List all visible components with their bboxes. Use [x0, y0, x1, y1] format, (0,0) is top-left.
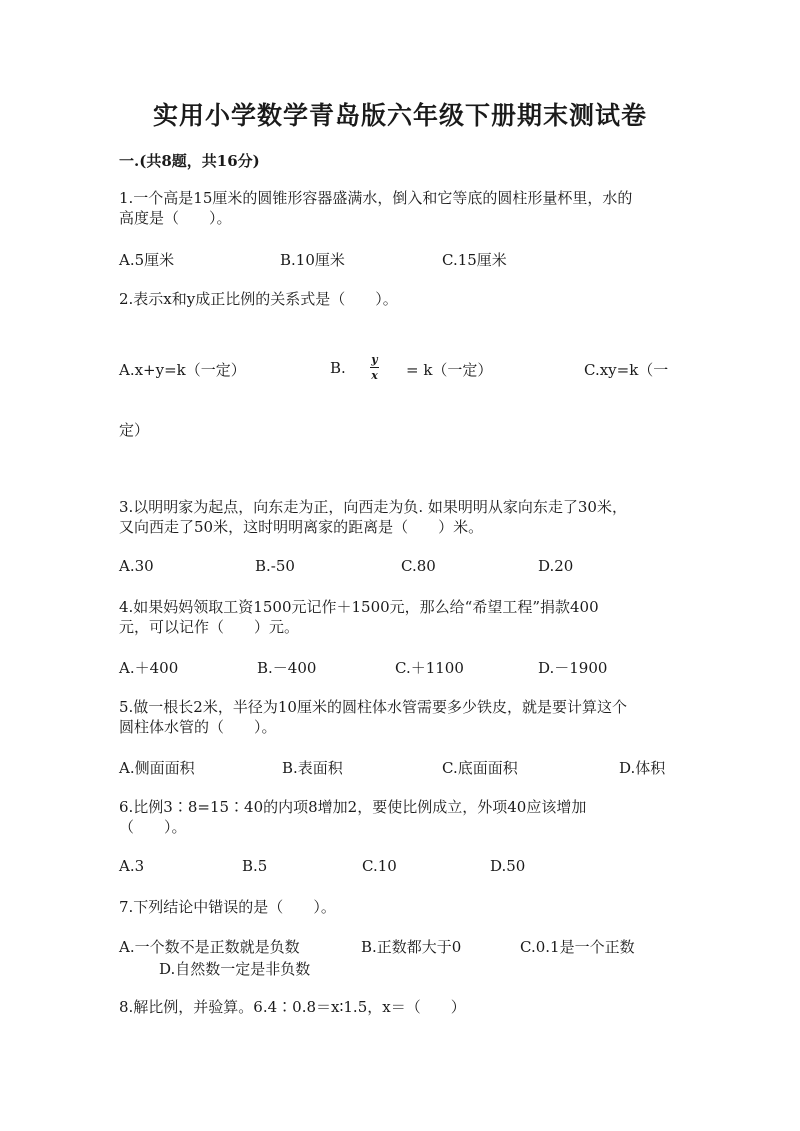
- question-6-option-c[interactable]: C.10: [362, 857, 397, 875]
- question-1-stem-line-2: 高度是（ ）。: [119, 209, 232, 227]
- question-8-stem: 8.解比例，并验算。6.4∶0.8＝x∶1.5，x＝（ ）: [119, 998, 466, 1016]
- question-2-option-c-continued: 定）: [119, 421, 150, 439]
- question-6-option-b[interactable]: B.5: [242, 857, 268, 875]
- fraction-numerator: y: [371, 353, 378, 366]
- question-2-option-c[interactable]: C.xy=k（一: [584, 361, 669, 379]
- question-6-stem-line-2: （ ）。: [119, 818, 187, 836]
- question-4-option-a[interactable]: A.＋400: [119, 659, 179, 677]
- question-7-option-b[interactable]: B.正数都大于0: [361, 938, 462, 956]
- question-4-option-b[interactable]: B.－400: [257, 659, 317, 677]
- question-7-option-a[interactable]: A.一个数不是正数就是负数: [119, 938, 300, 956]
- question-3-stem-line-2: 又向西走了50米，这时明明离家的距离是（ ）米。: [119, 518, 484, 536]
- fraction-denominator: x: [371, 369, 378, 382]
- question-2-fraction: [370, 354, 379, 381]
- question-2-stem: 2.表示x和y成正比例的关系式是（ ）。: [119, 290, 398, 308]
- section-heading: 一.(共8题，共16分): [119, 152, 260, 170]
- question-7-stem: 7.下列结论中错误的是（ ）。: [119, 898, 336, 916]
- question-3-option-b[interactable]: B.-50: [255, 557, 295, 575]
- question-6-stem-line-1: 6.比例3∶8=15∶40的内项8增加2，要使比例成立，外项40应该增加: [119, 798, 587, 816]
- question-5-stem-line-2: 圆柱体水管的（ ）。: [119, 718, 277, 736]
- question-4-stem-line-1: 4.如果妈妈领取工资1500元记作＋1500元，那么给“希望工程”捐款400: [119, 598, 599, 616]
- question-4-stem-line-2: 元，可以记作（ ）元。: [119, 618, 300, 636]
- question-4-option-c[interactable]: C.＋1100: [395, 659, 464, 677]
- question-2-option-b-text: = k（一定）: [406, 361, 493, 379]
- question-4-option-d[interactable]: D.－1900: [538, 659, 608, 677]
- question-7-option-c[interactable]: C.0.1是一个正数: [520, 938, 635, 956]
- question-5-option-c[interactable]: C.底面面积: [442, 759, 518, 777]
- question-1-stem-line-1: 1.一个高是15厘米的圆锥形容器盛满水，倒入和它等底的圆柱形量杯里，水的: [119, 189, 633, 207]
- question-2-option-b-label[interactable]: B.: [330, 359, 346, 377]
- question-1-option-b[interactable]: B.10厘米: [280, 251, 345, 269]
- question-3-option-c[interactable]: C.80: [401, 557, 436, 575]
- question-3-stem-line-1: 3.以明明家为起点，向东走为正，向西走为负. 如果明明从家向东走了30米，: [119, 498, 627, 516]
- fraction-bar: [370, 367, 379, 368]
- question-1-option-c[interactable]: C.15厘米: [442, 251, 507, 269]
- question-6-option-a[interactable]: A.3: [119, 857, 145, 875]
- question-2-option-a[interactable]: A.x+y=k（一定）: [119, 361, 246, 379]
- question-1-option-a[interactable]: A.5厘米: [119, 251, 175, 269]
- question-5-option-a[interactable]: A.侧面面积: [119, 759, 195, 777]
- question-5-option-d[interactable]: D.体积: [619, 759, 666, 777]
- question-3-option-d[interactable]: D.20: [538, 557, 574, 575]
- page-title: 实用小学数学青岛版六年级下册期末测试卷: [152, 101, 647, 130]
- question-3-option-a[interactable]: A.30: [119, 557, 154, 575]
- question-7-option-d[interactable]: D.自然数一定是非负数: [159, 960, 311, 978]
- question-5-stem-line-1: 5.做一根长2米，半径为10厘米的圆柱体水管需要多少铁皮，就是要计算这个: [119, 698, 627, 716]
- question-5-option-b[interactable]: B.表面积: [282, 759, 343, 777]
- question-6-option-d[interactable]: D.50: [490, 857, 526, 875]
